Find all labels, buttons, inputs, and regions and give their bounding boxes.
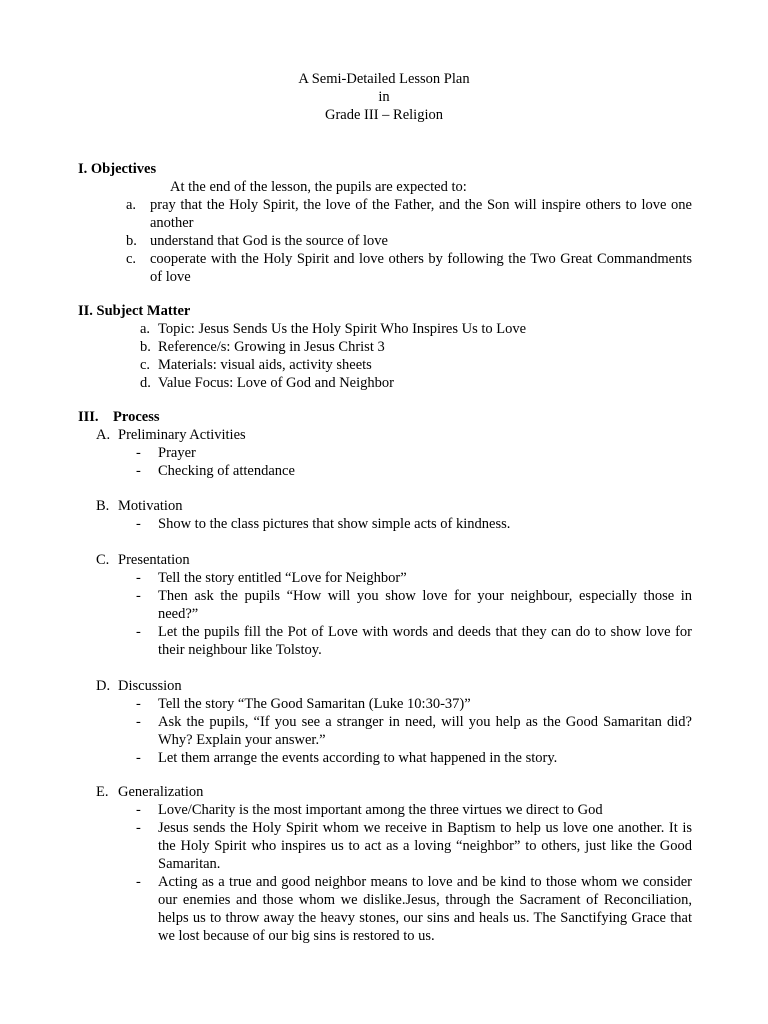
- item-label: c.: [126, 251, 137, 267]
- dash-list: [136, 569, 692, 659]
- dash-bullet: -: [136, 516, 141, 532]
- dash-bullet: -: [136, 624, 141, 640]
- list-item: [126, 196, 692, 232]
- dash-bullet: -: [136, 802, 141, 818]
- section-label: B.: [96, 498, 110, 514]
- list-item: [140, 356, 700, 374]
- section-label: E.: [96, 784, 109, 800]
- item-label: a.: [126, 197, 137, 213]
- list-item: [126, 232, 692, 250]
- dash-list: [136, 444, 692, 480]
- item-text: Materials: visual aids, activity sheets: [158, 357, 372, 373]
- item-text: Checking of attendance: [158, 463, 295, 479]
- item-label: c.: [140, 357, 151, 373]
- list-item: [136, 462, 692, 480]
- section-title: [96, 497, 696, 515]
- section-title: [96, 551, 696, 569]
- item-text: Acting as a true and good neighbor means to love and be kind to those whom we consider our enemies and those whom we dislike.Jesus, through the Sacrament of Reconciliation, helps us to throw away the heavy stones, our sins and heals us. The Sanctifying Grace that we lost because of our big sins is restored to us.: [158, 874, 692, 944]
- doc-title-connector: in: [378, 89, 390, 105]
- section-title-text: Preliminary Activities: [118, 427, 246, 443]
- list-item: [136, 695, 692, 713]
- dash-bullet: -: [136, 570, 141, 586]
- process-section-motivation: [96, 497, 696, 533]
- section-title-text: Motivation: [118, 498, 183, 514]
- process-section-presentation: [96, 551, 696, 659]
- section-title: [96, 426, 696, 444]
- dash-bullet: -: [136, 874, 141, 890]
- section-label: A.: [96, 427, 111, 443]
- dash-list: [136, 515, 692, 533]
- section-title-text: Presentation: [118, 552, 190, 568]
- section-label: D.: [96, 678, 111, 694]
- list-item: [140, 320, 700, 338]
- list-item: [136, 819, 692, 873]
- item-label: b.: [126, 233, 137, 249]
- item-text: Value Focus: Love of God and Neighbor: [158, 375, 394, 391]
- item-text: Let the pupils fill the Pot of Love with words and deeds that they can do to show love for their neighbour like Tolstoy.: [158, 624, 692, 658]
- dash-bullet: -: [136, 463, 141, 479]
- item-text: Then ask the pupils “How will you show love for your neighbour, especially those in need?”: [158, 588, 692, 622]
- dash-bullet: -: [136, 696, 141, 712]
- item-text: Topic: Jesus Sends Us the Holy Spirit Who Inspires Us to Love: [158, 321, 527, 337]
- list-item: [140, 338, 700, 356]
- list-item: [136, 623, 692, 659]
- objectives-intro: At the end of the lesson, the pupils are expected to:: [170, 179, 467, 195]
- item-label: a.: [140, 321, 151, 337]
- section-title-text: Discussion: [118, 678, 182, 694]
- dash-bullet: -: [136, 714, 141, 730]
- doc-subtitle: Grade III – Religion: [325, 107, 443, 123]
- item-text: Let them arrange the events according to what happened in the story.: [158, 750, 558, 766]
- section-title-text: Generalization: [118, 784, 204, 800]
- dash-bullet: -: [136, 445, 141, 461]
- process-section-discussion: [96, 677, 696, 767]
- item-text: Love/Charity is the most important among the three virtues we direct to God: [158, 802, 603, 818]
- dash-bullet: -: [136, 820, 141, 836]
- process-section-generalization: [96, 783, 696, 945]
- dash-bullet: -: [136, 588, 141, 604]
- list-item: [136, 873, 692, 945]
- item-text: Tell the story entitled “Love for Neighbor”: [158, 570, 407, 586]
- item-label: b.: [140, 339, 151, 355]
- list-item: [136, 713, 692, 749]
- objectives-heading: I. Objectives: [78, 161, 157, 177]
- list-item: [136, 587, 692, 623]
- dash-bullet: -: [136, 750, 141, 766]
- section-title: [96, 783, 696, 801]
- subject-matter-list: [140, 320, 700, 392]
- list-item: [136, 515, 692, 533]
- subject-matter-heading: II. Subject Matter: [78, 303, 191, 319]
- list-item: [126, 250, 692, 286]
- process-heading: III. Process: [78, 409, 160, 425]
- list-item: [136, 749, 692, 767]
- item-text: cooperate with the Holy Spirit and love others by following the Two Great Commandments of love: [150, 251, 692, 285]
- dash-list: [136, 801, 692, 945]
- list-item: [140, 374, 700, 392]
- item-text: Ask the pupils, “If you see a stranger in need, will you help as the Good Samaritan did? Why? Explain your answer.”: [158, 714, 692, 748]
- item-text: Jesus sends the Holy Spirit whom we receive in Baptism to help us love one another. It is the Holy Spirit who inspires us to act as a loving “neighbor” to others, just like the Good Samaritan.: [158, 820, 692, 872]
- item-text: pray that the Holy Spirit, the love of the Father, and the Son will inspire others to love one another: [150, 197, 692, 231]
- item-text: Reference/s: Growing in Jesus Christ 3: [158, 339, 385, 355]
- section-title: [96, 677, 696, 695]
- item-text: Show to the class pictures that show simple acts of kindness.: [158, 516, 511, 532]
- dash-list: [136, 695, 692, 767]
- list-item: [136, 569, 692, 587]
- list-item: [136, 801, 692, 819]
- item-text: Tell the story “The Good Samaritan (Luke 10:30-37)”: [158, 696, 471, 712]
- item-text: understand that God is the source of love: [150, 233, 388, 249]
- doc-title: A Semi-Detailed Lesson Plan: [298, 71, 470, 87]
- process-section-preliminary: [96, 426, 696, 480]
- objectives-list: [126, 196, 692, 286]
- item-label: d.: [140, 375, 151, 391]
- list-item: [136, 444, 692, 462]
- item-text: Prayer: [158, 445, 196, 461]
- section-label: C.: [96, 552, 110, 568]
